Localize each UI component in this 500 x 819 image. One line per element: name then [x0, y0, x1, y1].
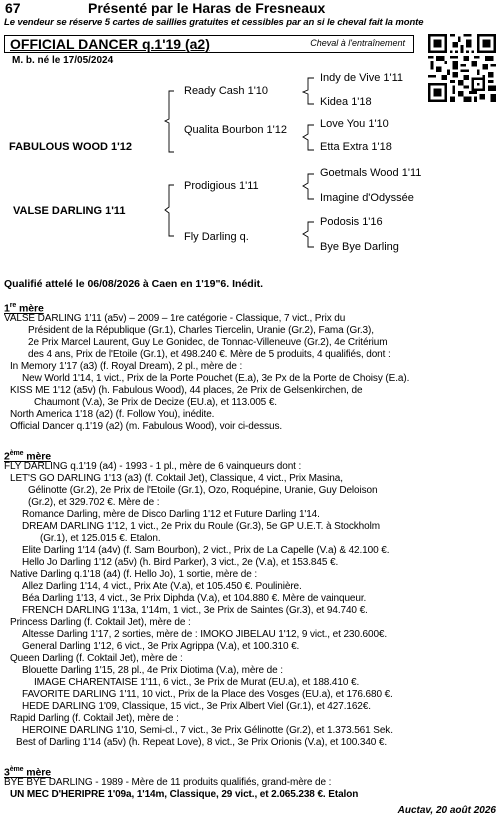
- birth-info: M. b. né le 17/05/2024: [12, 55, 114, 66]
- first-dam-line-1: VALSE DARLING 1'11 (a5v) – 2009 – 1re catégorie - Classique, 7 vict., Prix du: [4, 313, 346, 324]
- horse-status: Cheval à l'entraînement: [310, 38, 405, 48]
- second-dam-line-23: HEROINE DARLING 1'10, Semi-cl., 7 vict., 3e Prix Gélinotte (Gr.2), et 1.373.561 Sek.: [22, 725, 393, 736]
- pedigree-dam-sire: Prodigious 1'11: [184, 180, 259, 192]
- second-dam-line-19: IMAGE CHARENTAISE 1'11, 6 vict., 3e Prix de Murat (EU.a), et 188.410 €.: [34, 677, 360, 688]
- pedigree-dam: VALSE DARLING 1'11: [13, 205, 126, 217]
- pedigree-g3-2: Kidea 1'18: [320, 96, 372, 108]
- third-dam-line-2: UN MEC D'HERIPRE 1'09a, 1'14m, Classique, 29 vict., et 2.065.238 €. Etalon: [10, 789, 359, 800]
- pedigree-sire: FABULOUS WOOD 1'12: [9, 141, 133, 153]
- second-dam-line-22: Rapid Darling (f. Coktail Jet), mère de :: [10, 713, 179, 724]
- third-dam-line-1: BYE BYE DARLING - 1989 - Mère de 11 produits qualifiés, grand-mère de :: [4, 777, 332, 788]
- qualification: Qualifié attelé le 06/08/2026 à Caen en 1'19"6. Inédit.: [4, 278, 264, 290]
- first-dam-line-2: Président de la République (Gr.1), Charles Tiercelin, Uranie (Gr.2), Fama (Gr.3),: [28, 325, 374, 336]
- pedigree-dam-dam: Fly Darling q.: [184, 231, 249, 243]
- first-dam-line-6: New World 1'14, 1 vict., Prix de la Porte Pouchet (E.a), 3e Px de la Porte de Choisy (E.a).: [22, 373, 410, 384]
- first-dam-line-10: Official Dancer q.1'19 (a2) (m. Fabulous Wood), voir ci-dessus.: [10, 421, 283, 432]
- lot-number: 67: [5, 0, 21, 16]
- pedigree-g3-8: Bye Bye Darling: [320, 241, 399, 253]
- second-dam-line-3: Gélinotte (Gr.2), 2e Prix de l'Etoile (Gr.1), Ozo, Roquépine, Uranie, Guy Deloison: [28, 485, 378, 496]
- second-dam-line-5: Romance Darling, mère de Disco Darling 1'12 et Future Darling 1'14.: [22, 509, 320, 520]
- first-dam-line-8: Chaumont (V.a), 3e Prix de Decize (EU.a), et 113.005 €.: [34, 397, 277, 408]
- second-dam-line-17: Queen Darling (f. Coktail Jet), mère de :: [10, 653, 183, 664]
- second-dam-line-15: Altesse Darling 1'17, 2 sorties, mère de : IMOKO JIBELAU 1'12, 9 vict., et 230.600€.: [22, 629, 388, 640]
- pedigree-g3-5: Goetmals Wood 1'11: [320, 167, 422, 179]
- second-dam-line-24: Best of Darling 1'14 (a5v) (h. Repeat Love), 8 vict., 3e Prix Orionis (V.a), et 100.340 €.: [16, 737, 388, 748]
- second-dam-line-14: Princess Darling (f. Coktail Jet), mère de :: [10, 617, 191, 628]
- pedigree-g3-6: Imagine d'Odyssée: [320, 192, 414, 204]
- horse-name: OFFICIAL DANCER q.1'19 (a2): [10, 36, 210, 52]
- second-dam-line-7: (Gr.1), et 125.015 €. Etalon.: [40, 533, 161, 544]
- first-dam-line-4: des 4 ans, Prix de l'Etoile (Gr.1), et 498.240 €. Mère de 5 produits, 4 qualifiés, dont :: [28, 349, 391, 360]
- second-dam-line-16: General Darling 1'12, 6 vict., 3e Prix Agrippa (V.a), et 100.310 €.: [22, 641, 300, 652]
- first-dam-line-9: North America 1'18 (a2) (f. Follow You), inédite.: [10, 409, 215, 420]
- pedigree-g3-1: Indy de Vive 1'11: [320, 72, 404, 84]
- third-dam-heading: 3ème mère: [4, 766, 51, 779]
- first-dam-line-5: In Memory 1'17 (a3) (f. Royal Dream), 2 pl., mère de :: [10, 361, 243, 372]
- second-dam-line-6: DREAM DARLING 1'12, 1 vict., 2e Prix du Roule (Gr.3), 5e GP U.E.T. à Stockholm: [22, 521, 380, 532]
- second-dam-line-12: Béa Darling 1'13, 4 vict., 3e Prix Diphda (V.a), et 104.880 €. Mère de vainqueur.: [22, 593, 367, 604]
- presenter: Présenté par le Haras de Fresneaux: [88, 0, 326, 16]
- disclaimer: Le vendeur se réserve 5 cartes de saillies gratuites et cessibles par an si le cheval fait la monte: [4, 17, 424, 28]
- second-dam-line-8: Elite Darling 1'14 (a4v) (f. Sam Bourbon), 2 vict., Prix de La Capelle (V.a) & 42.100 €.: [22, 545, 390, 556]
- first-dam-heading: 1re mère: [4, 302, 44, 315]
- second-dam-line-1: FLY DARLING q.1'19 (a4) - 1993 - 1 pl., mère de 6 vainqueurs dont :: [4, 461, 302, 472]
- pedigree-g3-7: Podosis 1'16: [320, 216, 383, 228]
- second-dam-line-9: Hello Jo Darling 1'12 (a5v) (h. Bird Parker), 3 vict., 2e (V.a), et 153.845 €.: [22, 557, 339, 568]
- pedigree-g3-3: Love You 1'10: [320, 118, 389, 130]
- second-dam-line-4: (Gr.2), et 329.702 €. Mère de :: [28, 497, 160, 508]
- second-dam-line-18: Blouette Darling 1'15, 28 pl., 4e Prix Diotima (V.a), mère de :: [22, 665, 283, 676]
- second-dam-line-20: FAVORITE DARLING 1'11, 10 vict., Prix de la Place des Vosges (EU.a), et 176.680 €.: [22, 689, 393, 700]
- pedigree-sire-dam: Qualita Bourbon 1'12: [184, 124, 288, 136]
- second-dam-line-13: FRENCH DARLING 1'13a, 1'14m, 1 vict., 3e Prix de Saintes (Gr.3), et 94.740 €.: [22, 605, 368, 616]
- first-dam-line-3: 2e Prix Marcel Laurent, Guy Le Gonidec, de Tonnac-Villeneuve (Gr.2), 4e Critérium: [28, 337, 388, 348]
- second-dam-line-2: LET'S GO DARLING 1'13 (a3) (f. Coktail Jet), Classique, 4 vict., Prix Masina,: [10, 473, 343, 484]
- second-dam-heading: 2ème mère: [4, 450, 51, 463]
- pedigree-g3-4: Etta Extra 1'18: [320, 141, 392, 153]
- first-dam-line-7: KISS ME 1'12 (a5v) (h. Fabulous Wood), 44 places, 2e Prix de Gelsenkirchen, de: [10, 385, 363, 396]
- second-dam-line-11: Allez Darling 1'14, 4 vict., Prix Ate (V.a), et 105.450 €. Poulinière.: [22, 581, 302, 592]
- second-dam-line-10: Native Darling q.1'18 (a4) (f. Hello Jo), 1 sortie, mère de :: [10, 569, 258, 580]
- second-dam-line-21: HEDE DARLING 1'09, Classique, 15 vict., 3e Prix Albert Viel (Gr.1), et 427.162€.: [22, 701, 371, 712]
- pedigree-sire-sire: Ready Cash 1'10: [184, 85, 269, 97]
- footer-auction: Auctav, 20 août 2026: [397, 805, 496, 816]
